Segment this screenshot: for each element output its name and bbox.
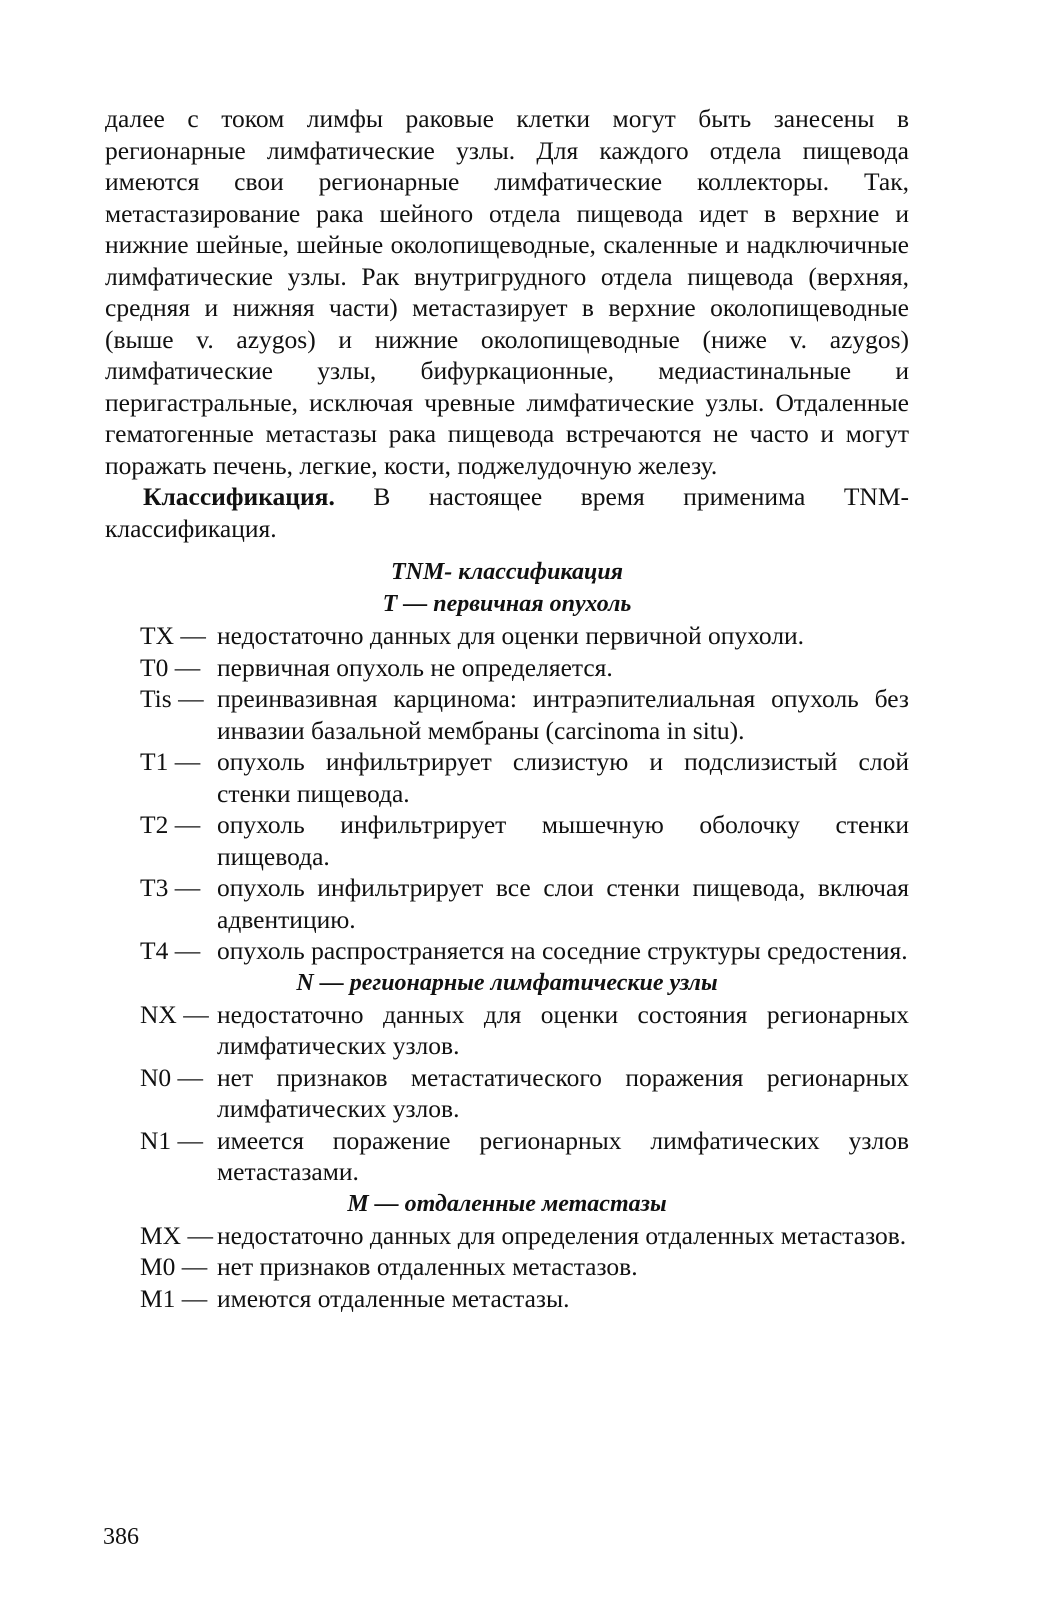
page-number: 386 xyxy=(103,1524,139,1550)
definition-row xyxy=(105,935,909,967)
definition-row xyxy=(105,872,909,935)
definition-text: нет признаков отдаленных метастазов. xyxy=(217,1252,638,1281)
definition-text: нет признаков метастатического поражения регионарных лимфатических узлов. xyxy=(217,1062,909,1123)
definition-row xyxy=(105,683,909,746)
definition-text: опухоль инфильтрирует слизистую и подслизистый слой стенки пищевода. xyxy=(217,747,909,808)
definition-code: T3 — xyxy=(140,873,201,902)
definition-text: преинвазивная карцинома: интраэпителиальная опухоль без инвазии базальной мембраны (carcinoma in situ). xyxy=(217,684,909,745)
definition-code: T1 — xyxy=(140,747,201,776)
tnm-title: TNM- классификация xyxy=(390,559,624,585)
definition-row xyxy=(105,620,909,652)
definition-row xyxy=(105,809,909,872)
definition-code: M1 — xyxy=(140,1283,208,1313)
definition-code: T4 — xyxy=(140,936,201,965)
t-heading: T — первичная опухоль xyxy=(382,591,632,617)
definition-code: TX — xyxy=(140,621,206,650)
definition-code: NX — xyxy=(140,999,209,1029)
classification-label: Классификация. xyxy=(143,482,335,511)
definition-text: имеется поражение регионарных лимфатических узлов метастазами. xyxy=(217,1125,909,1186)
definition-row xyxy=(105,1251,909,1283)
definition-row xyxy=(105,746,909,809)
definition-code: T0 — xyxy=(140,652,201,682)
classification-text: В настоящее время применима TNM-классификация. xyxy=(105,482,909,543)
definition-code: MX — xyxy=(140,1220,213,1250)
n-heading: N — регионарные лимфатические узлы xyxy=(296,969,718,996)
intro-paragraph: далее с током лимфы раковые клетки могут быть занесены в регионарные лимфатические узлы. Для каждого отдела пищевода имеются свои регионарные лимфатические коллекторы. Так, метастазирование рака шейного отдела пищевода идет в верхние и нижние шейные, шейные околопищеводные, скаленные и надключичные лимфатические узлы. Рак внутригрудного отдела пищевода (верхняя, средняя и нижняя части) метастазирует в верхние околопищеводные (выше v. azygos) и нижние околопищеводные (ниже v. azygos) лимфатические узлы, бифуркационные, медиастинальные и перигастральные, исключая чревные лимфатические узлы. Отдаленные гематогенные метастазы рака пищевода встречаются не часто и могут поражать печень, легкие, кости, поджелудочную железу. xyxy=(105,104,909,480)
definition-text: опухоль распространяется на соседние структуры средостения. xyxy=(217,936,908,965)
definition-row xyxy=(105,652,909,684)
definition-code: N0 — xyxy=(140,1062,204,1092)
definition-row xyxy=(105,1125,909,1188)
definition-code: T2 — xyxy=(140,810,201,839)
definition-text: опухоль инфильтрирует все слои стенки пищевода, включая адвентицию. xyxy=(217,873,909,934)
m-definitions xyxy=(105,1220,909,1315)
definition-text: опухоль инфильтрирует мышечную оболочку стенки пищевода. xyxy=(217,810,909,871)
definition-text: недостаточно данных для определения отдаленных метастазов. xyxy=(217,1220,907,1250)
n-definitions xyxy=(105,999,909,1188)
definition-text: недостаточно данных для оценки состояния регионарных лимфатических узлов. xyxy=(217,999,909,1060)
definition-text: имеются отдаленные метастазы. xyxy=(217,1283,570,1313)
definition-row xyxy=(105,1220,909,1252)
definition-row xyxy=(105,999,909,1062)
m-heading: M — отдаленные метастазы xyxy=(347,1190,667,1217)
definition-text: недостаточно данных для оценки первичной опухоли. xyxy=(217,621,805,650)
definition-row xyxy=(105,1062,909,1125)
classification-paragraph xyxy=(105,481,909,544)
t-definitions xyxy=(105,620,909,967)
definition-row xyxy=(105,1283,909,1315)
definition-code: N1 — xyxy=(140,1125,204,1155)
definition-code: M0 — xyxy=(140,1252,208,1281)
definition-code: Tis — xyxy=(140,684,204,713)
page-body xyxy=(105,103,909,1314)
definition-text: первичная опухоль не определяется. xyxy=(217,652,613,682)
